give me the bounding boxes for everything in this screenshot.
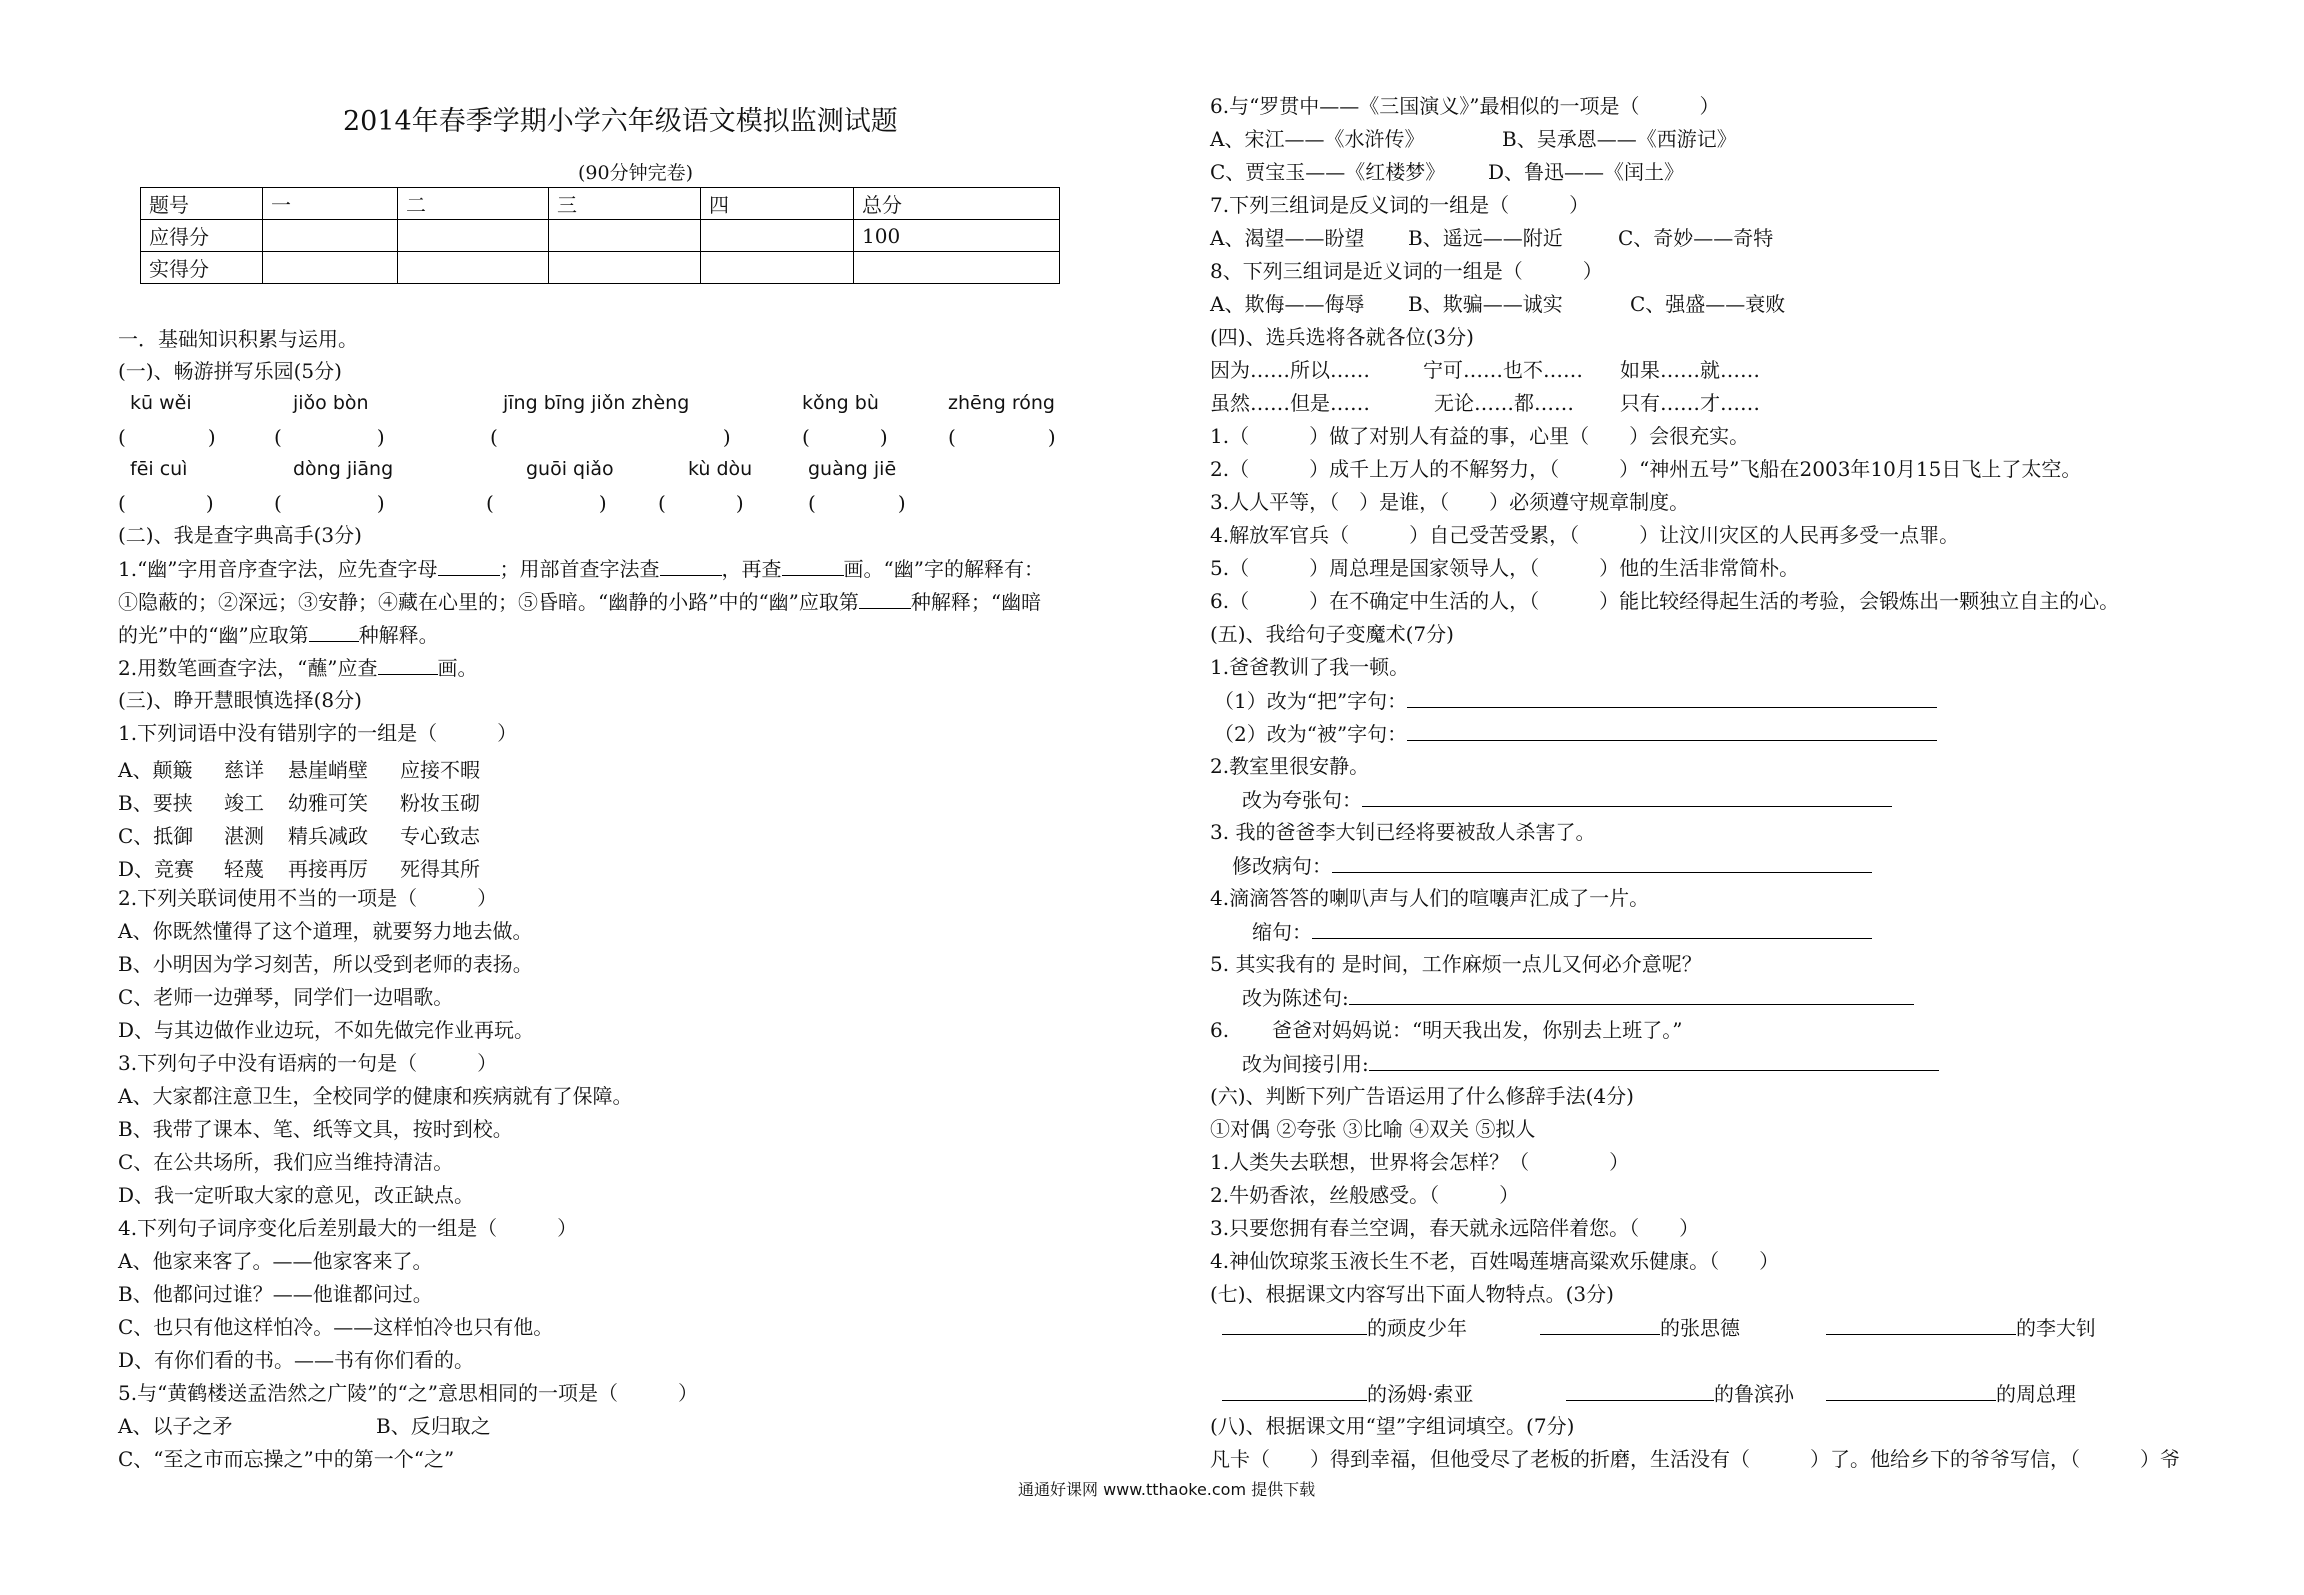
answer-blank[interactable]: ( ) [274,491,385,515]
choice-option[interactable]: B、遥远——附近 [1408,226,1563,250]
choice-option[interactable]: C、抵御 [118,824,194,848]
choice-word: 湛测 [224,824,264,848]
choice-option[interactable]: C、在公共场所，我们应当维持清洁。 [118,1150,454,1174]
choice-option[interactable]: B、欺骗——诚实 [1408,292,1563,316]
fill-item: 的李大钊 [1826,1315,2096,1340]
answer-blank[interactable]: ( ) [118,425,216,449]
choice-option[interactable]: B、我带了课本、笔、纸等文具，按时到校。 [118,1117,513,1141]
score-table-row [141,252,1060,284]
choice-word: 粉妆玉砌 [400,791,480,815]
question-text: 1.人类失去联想，世界将会怎样？（ ） [1210,1150,1630,1174]
pinyin: jiǒo bòn [293,392,369,414]
table-cell: 应得分 [141,220,263,252]
answer-line[interactable] [1407,688,1937,708]
choice-word: 死得其所 [400,857,480,881]
answer-line[interactable] [1362,787,1892,807]
pinyin: kù dòu [688,458,753,480]
fill-blank[interactable] [1222,1381,1367,1401]
choice-option[interactable]: D、有你们看的书。——书有你们看的。 [118,1348,475,1372]
answer-line[interactable] [1312,919,1872,939]
question-text: 改为间接引用: [1242,1051,1939,1076]
pinyin: kǒng bù [802,392,879,414]
answer-line[interactable] [1369,1051,1939,1071]
question-text: 4.下列句子词序变化后差别最大的一组是（ ） [118,1216,578,1240]
table-cell: 总分 [854,188,1060,220]
table-cell[interactable] [263,220,398,252]
answer-blank[interactable]: ( ) [808,491,906,515]
choice-option[interactable]: D、竞赛 [118,857,195,881]
word-bank-item: 只有……才…… [1620,391,1760,415]
score-table [140,187,1060,284]
choice-option[interactable]: C、“至之市而忘操之”中的第一个“之” [118,1447,455,1471]
fill-item: 的汤姆·索亚 [1222,1381,1473,1406]
table-cell[interactable] [701,252,854,284]
page-title: 2014年春季学期小学六年级语文模拟监测试题 [343,106,898,137]
page-subtitle: (90分钟完卷) [578,162,694,184]
question-text: （1）改为“把”字句： [1214,688,1937,713]
fill-blank[interactable] [1826,1315,2016,1335]
section-heading: 一．基础知识积累与运用。 [118,327,358,351]
table-cell[interactable] [549,252,701,284]
answer-blank[interactable]: ( ) [486,491,607,515]
part-heading: (三)、睁开慧眼慎选择(8分) [118,688,362,712]
choice-word: 幼雅可笑 [288,791,368,815]
score-table-header [141,188,1060,220]
question-text: 3. 我的爸爸李大钊已经将要被敌人杀害了。 [1210,820,1596,844]
choice-option[interactable]: A、以子之矛 [118,1414,233,1438]
choice-option[interactable]: B、他都问过谁？——他谁都问过。 [118,1282,433,1306]
word-bank-item: 无论……都…… [1434,391,1574,415]
choice-option[interactable]: B、反归取之 [376,1414,491,1438]
pinyin: jīng bīng jiǒn zhèng [503,392,690,414]
answer-line[interactable] [1332,853,1872,873]
choice-word: 竣工 [224,791,264,815]
question-text: 改为夸张句： [1242,787,1892,812]
choice-option[interactable]: D、与其边做作业边玩，不如先做完作业再玩。 [118,1018,535,1042]
question-text: 凡卡（ ）得到幸福，但他受尽了老板的折磨，生活没有（ ）了。他给乡下的爷爷写信，（ ）爷 [1210,1447,2180,1471]
fill-blank[interactable] [859,589,911,609]
fill-item: 的周总理 [1826,1381,2076,1406]
question-text: 1.爸爸教训了我一顿。 [1210,655,1410,679]
answer-line[interactable] [1407,721,1937,741]
question-text: 4.神仙饮琼浆玉液长生不老，百姓喝莲塘高粱欢乐健康。（ ） [1210,1249,1780,1273]
page-footer: 通通好课网 www.tthaoke.com 提供下载 [1018,1480,1316,1499]
fill-blank[interactable] [438,556,500,576]
question-text: 修改病句： [1232,853,1872,878]
word-bank-item: 宁可……也不…… [1423,358,1583,382]
choice-option[interactable]: C、也只有他这样怕冷。——这样怕冷也只有他。 [118,1315,554,1339]
pinyin: guōi qiǎo [526,458,614,480]
choice-word: 再接再厉 [288,857,368,881]
fill-blank[interactable] [1540,1315,1660,1335]
question-text: 8、下列三组词是近义词的一组是（ ） [1210,259,1603,283]
table-cell[interactable] [701,220,854,252]
question-text: 6.（ ）在不确定中生活的人，（ ）能比较经得起生活的考验，会锻炼出一颗独立自主的心。 [1210,589,2120,613]
question-text: 2.下列关联词使用不当的一项是（ ） [118,886,498,910]
score-table-row [141,220,1060,252]
fill-item: 的张思德 [1540,1315,1740,1340]
part-heading: (八)、根据课文用“望”字组词填空。(7分) [1210,1414,1575,1438]
choice-option[interactable]: D、我一定听取大家的意见，改正缺点。 [118,1183,475,1207]
question-text: 2.用数笔画查字法，“蘸”应查 画。 [118,656,478,680]
part-heading: (四)、选兵选将各就各位(3分) [1210,325,1474,349]
question-number: 6. [1210,1018,1230,1042]
question-text: 5.（ ）周总理是国家领导人，（ ）他的生活非常简朴。 [1210,556,1800,580]
question-text: 3.只要您拥有春兰空调，春天就永远陪伴着您。（ ） [1210,1216,1700,1240]
choice-option[interactable]: B、小明因为学习刻苦，所以受到老师的表扬。 [118,952,533,976]
part-heading: (七)、根据课文内容写出下面人物特点。(3分) [1210,1282,1614,1306]
pinyin: guàng jiē [808,458,897,480]
word-bank-item: 如果……就…… [1620,358,1760,382]
question-text: （2）改为“被”字句： [1214,721,1937,746]
table-cell: 实得分 [141,252,263,284]
fill-blank[interactable] [782,556,844,576]
answer-blank[interactable]: ( ) [490,425,731,449]
part-heading: (六)、判断下列广告语运用了什么修辞手法(4分) [1210,1084,1634,1108]
option-list: ①对偶 ②夸张 ③比喻 ④双关 ⑤拟人 [1210,1117,1536,1141]
fill-blank[interactable] [1566,1381,1714,1401]
question-text: ①隐蔽的；②深远；③安静；④藏在心里的；⑤昏暗。“幽静的小路”中的“幽”应取第 种解释；“幽暗 [118,590,1042,614]
table-cell: 四 [701,188,854,220]
choice-word: 慈详 [224,758,264,782]
choice-option[interactable]: A、欺侮——侮辱 [1210,292,1365,316]
table-cell[interactable] [263,252,398,284]
question-text: 5.与“黄鹤楼送孟浩然之广陵”的“之”意思相同的一项是（ ） [118,1381,698,1405]
table-cell: 题号 [141,188,263,220]
table-cell: 三 [549,188,701,220]
answer-blank[interactable]: ( ) [274,425,385,449]
choice-option[interactable]: C、奇妙——奇特 [1618,226,1774,250]
fill-blank[interactable] [1222,1315,1367,1335]
choice-option[interactable]: B、要挟 [118,791,193,815]
fill-blank[interactable] [660,556,722,576]
choice-option[interactable]: D、鲁迅——《闰土》 [1488,160,1685,184]
choice-option[interactable]: A、渴望——盼望 [1210,226,1365,250]
question-text: 4.解放军官兵（ ）自己受苦受累，（ ）让汶川灾区的人民再多受一点罪。 [1210,523,1960,547]
fill-item: 的鲁滨孙 [1566,1381,1794,1406]
table-cell[interactable] [549,220,701,252]
table-cell[interactable] [398,252,549,284]
choice-word: 专心致志 [400,824,480,848]
question-text: 2.牛奶香浓，丝般感受。（ ） [1210,1183,1520,1207]
choice-option[interactable]: C、老师一边弹琴，同学们一边唱歌。 [118,985,454,1009]
choice-option[interactable]: A、大家都注意卫生，全校同学的健康和疾病就有了保障。 [118,1084,633,1108]
question-text: 2.教室里很安静。 [1210,754,1370,778]
pinyin: kū wěi [130,392,192,414]
question-text: 7.下列三组词是反义词的一组是（ ） [1210,193,1590,217]
answer-blank[interactable]: ( ) [658,491,744,515]
question-text: 改为陈述句: [1242,985,1914,1010]
table-cell[interactable] [398,220,549,252]
question-text: 1.下列词语中没有错别字的一组是（ ） [118,721,518,745]
fill-item: 的顽皮少年 [1222,1315,1467,1340]
question-text: 1.“幽”字用音序查字法，应先查字母 ；用部首查字法查 ，再查 画。“幽”字的解释有： [118,557,1044,581]
choice-option[interactable]: A、颠簸 [118,758,193,782]
choice-option[interactable]: A、你既然懂得了这个道理，就要努力地去做。 [118,919,533,943]
fill-blank[interactable] [378,655,438,675]
fill-blank[interactable] [1826,1381,1996,1401]
question-text: 3.下列句子中没有语病的一句是（ ） [118,1051,498,1075]
answer-blank[interactable]: ( ) [948,425,1056,449]
question-text: 1.（ ）做了对别人有益的事，心里（ ）会很充实。 [1210,424,1750,448]
answer-line[interactable] [1349,985,1914,1005]
part-heading: (二)、我是查字典高手(3分) [118,523,362,547]
choice-word: 轻蔑 [224,857,264,881]
question-text: 缩句： [1252,919,1872,944]
choice-option[interactable]: A、他家来客了。——他家客来了。 [118,1249,433,1273]
question-text: 爸爸对妈妈说：“明天我出发，你别去上班了。” [1272,1018,1683,1042]
table-cell: 一 [263,188,398,220]
question-text: 4.滴滴答答的喇叭声与人们的喧嚷声汇成了一片。 [1210,886,1650,910]
choice-option[interactable]: C、强盛——衰败 [1630,292,1786,316]
choice-word: 精兵减政 [288,824,368,848]
part-heading: (五)、我给句子变魔术(7分) [1210,622,1454,646]
pinyin: zhēng róng [948,392,1055,414]
word-bank-item: 因为……所以…… [1210,358,1370,382]
table-cell: 二 [398,188,549,220]
pinyin: fēi cuì [130,458,188,480]
question-text: 的光”中的“幽”应取第 种解释。 [118,623,439,647]
fill-blank[interactable] [309,622,359,642]
word-bank-item: 虽然……但是…… [1210,391,1370,415]
table-cell: 100 [854,220,1060,252]
answer-blank[interactable]: ( ) [118,491,214,515]
table-cell[interactable] [854,252,1060,284]
choice-word: 应接不暇 [400,758,480,782]
choice-word: 悬崖峭壁 [288,758,368,782]
answer-blank[interactable]: ( ) [802,425,888,449]
choice-option[interactable]: C、贾宝玉——《红楼梦》 [1210,160,1446,184]
question-text: 2.（ ）成千上万人的不解努力，（ ）“神州五号”飞船在2003年10月15日飞上了太空。 [1210,457,2082,481]
choice-option[interactable]: B、吴承恩——《西游记》 [1502,127,1737,151]
pinyin: dòng jiāng [293,458,394,480]
question-text: 6.与“罗贯中——《三国演义》”最相似的一项是（ ） [1210,94,1720,118]
part-heading: (一)、畅游拼写乐园(5分) [118,359,342,383]
question-text: 3.人人平等，（ ）是谁，（ ）必须遵守规章制度。 [1210,490,1690,514]
choice-option[interactable]: A、宋江——《水浒传》 [1210,127,1425,151]
question-text: 5. 其实我有的 是时间，工作麻烦一点儿又何必介意呢？ [1210,952,1702,976]
